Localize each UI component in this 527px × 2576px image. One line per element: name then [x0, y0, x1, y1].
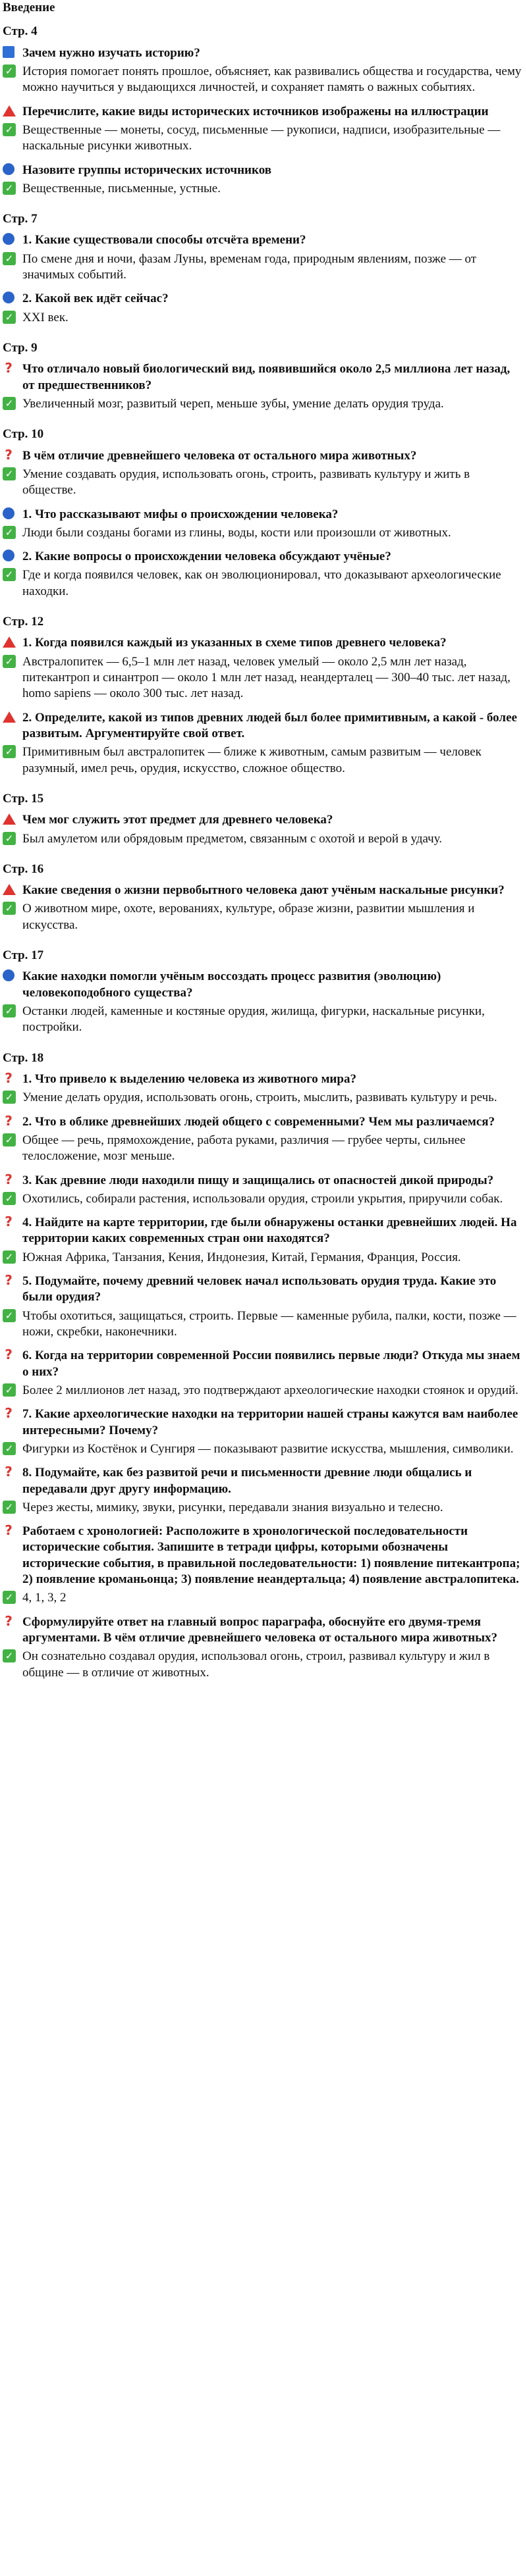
- check-mark-icon: ✓: [3, 1442, 17, 1454]
- page-section: [3, 614, 524, 777]
- question-text: 8. Подумайте, как без развитой речи и письменности древние люди общались и передавали друг другу информацию.: [22, 1466, 472, 1496]
- check-mark-icon: ✓: [3, 1250, 17, 1262]
- check-mark-icon: ✓: [3, 832, 17, 844]
- answer: [3, 1308, 524, 1341]
- answer-text: Через жесты, мимику, звуки, рисунки, передавали знания визуально и телесно.: [22, 1500, 443, 1514]
- question: [3, 291, 524, 307]
- page-number-label: Стр. 18: [3, 1050, 44, 1065]
- question-text: Какие находки помогли учёным воссоздать процесс развития (эволюцию) человекоподобного существа?: [22, 969, 441, 1000]
- blue-circle-icon: [3, 507, 17, 519]
- answer-text: Люди были созданы богами из глины, воды, кости или произошли от животных.: [22, 525, 451, 540]
- answer-text: Австралопитек — 6,5–1 млн лет назад, человек умелый — около 2,5 млн лет назад, питекантроп и синантроп — около 1 млн лет назад, неандерталец — 300–40 тыс. лет назад, homo sapiens — около 300 тыс. лет назад.: [22, 654, 511, 701]
- question-text: Назовите группы исторических источников: [22, 163, 271, 177]
- page-number-label: Стр. 16: [3, 862, 44, 876]
- question: [3, 104, 524, 120]
- sections-container: [3, 24, 524, 1681]
- answer: [3, 1500, 524, 1516]
- page-section: [3, 211, 524, 326]
- answer: [3, 901, 524, 933]
- answer-text: Вещественные — монеты, сосуд, письменные — рукописи, надписи, изобразительные — наскальные рисунки животных.: [22, 122, 501, 153]
- question-mark-icon: ?: [5, 446, 13, 463]
- question: [3, 163, 524, 178]
- question-text: 3. Как древние люди находили пищу и защищались от опасностей дикой природы?: [22, 1173, 494, 1187]
- answer: [3, 251, 524, 284]
- answer-text: Где и когда появился человек, как он эволюционировал, что доказывают археологические находки.: [22, 568, 501, 598]
- question: [3, 635, 524, 651]
- red-triangle-icon: [3, 813, 17, 825]
- blue-circle-icon: [3, 550, 17, 561]
- answer: [3, 1133, 524, 1165]
- check-mark-icon: ✓: [3, 311, 17, 322]
- question: [3, 1173, 524, 1189]
- answer-text: Был амулетом или обрядовым предметом, связанным с охотой и верой в удачу.: [22, 831, 443, 846]
- question: [3, 1614, 524, 1647]
- check-mark-icon: ✓: [3, 902, 17, 914]
- blue-square-icon: [3, 46, 17, 58]
- answer-text: Южная Африка, Танзания, Кения, Индонезия, Китай, Германия, Франция, Россия.: [22, 1250, 461, 1264]
- question-text: Что отличало новый биологический вид, появившийся около 2,5 миллиона лет назад, от предшественников?: [22, 362, 511, 392]
- blue-circle-icon: [3, 233, 17, 245]
- check-mark-icon: ✓: [3, 1192, 17, 1204]
- question-text: Перечислите, какие виды исторических источников изображены на иллюстрации: [22, 104, 489, 118]
- question: [3, 549, 524, 565]
- question: [3, 812, 524, 828]
- answer-text: Вещественные, письменные, устные.: [22, 181, 221, 195]
- question-text: 2. Определите, какой из типов древних людей был более примитивным, а какой - более развитым. Аргументируйте свой ответ.: [22, 710, 517, 740]
- answer: [3, 744, 524, 777]
- question-text: Какие сведения о жизни первобытного человека дают учёным наскальные рисунки?: [22, 883, 505, 898]
- question-text: Зачем нужно изучать историю?: [22, 45, 200, 60]
- question-mark-icon: ?: [5, 1347, 13, 1363]
- answer-text: Охотились, собирали растения, использовали орудия, строили укрытия, приручили собак.: [22, 1191, 503, 1206]
- check-mark-icon: ✓: [3, 467, 17, 479]
- question: [3, 361, 524, 394]
- answer-text: Умение делать орудия, использовать огонь, строить, мыслить, развивать культуру и речь.: [22, 1091, 497, 1105]
- question: [3, 1524, 524, 1587]
- question-text: 7. Какие археологические находки на территории нашей страны кажутся вам наиболее интересными? Почему?: [22, 1407, 518, 1437]
- check-mark-icon: ✓: [3, 123, 17, 135]
- question-text: 1. Что привело к выделению человека из животного мира?: [22, 1071, 356, 1086]
- question-mark-icon: ?: [5, 1272, 13, 1289]
- answer-text: Более 2 миллионов лет назад, это подтверждают археологические находки стоянок и орудий.: [22, 1383, 518, 1397]
- page-section: [3, 948, 524, 1036]
- question-mark-icon: ?: [5, 1522, 13, 1539]
- page-number-label: Стр. 17: [3, 948, 44, 963]
- page-number-label: Стр. 7: [3, 212, 38, 226]
- question-text: Сформулируйте ответ на главный вопрос параграфа, обоснуйте его двумя-тремя аргументами. В чём отличие древнейшего человека от остального мира животных?: [22, 1614, 498, 1645]
- question: [3, 232, 524, 248]
- question-text: 1. Что рассказывают мифы о происхождении человека?: [22, 507, 339, 521]
- question: [3, 1071, 524, 1087]
- page-number-label: Стр. 9: [3, 341, 38, 355]
- question-text: Чем мог служить этот предмет для древнего человека?: [22, 813, 333, 827]
- blue-circle-icon: [3, 163, 17, 175]
- answer-text: О животном мире, охоте, верованиях, культуре, образе жизни, развитии мышления и искусства.: [22, 902, 475, 932]
- question: [3, 710, 524, 742]
- answer: [3, 122, 524, 155]
- answer: [3, 64, 524, 96]
- question: [3, 1114, 524, 1130]
- question: [3, 1348, 524, 1380]
- check-mark-icon: ✓: [3, 526, 17, 538]
- question-mark-icon: ?: [5, 1069, 13, 1086]
- answer: [3, 1250, 524, 1266]
- answer-text: Останки людей, каменные и костяные орудия, жилища, фигурки, наскальные рисунки, постройки.: [22, 1004, 485, 1035]
- answer: [3, 310, 524, 326]
- answer: [3, 1004, 524, 1036]
- answer-text: Фигурки из Костёнок и Сунгиря — показывают развитие искусства, мышления, символики.: [22, 1441, 514, 1456]
- question-text: 2. Какой век идёт сейчас?: [22, 292, 169, 306]
- question: [3, 1215, 524, 1247]
- check-mark-icon: ✓: [3, 1501, 17, 1512]
- question: [3, 507, 524, 523]
- check-mark-icon: ✓: [3, 1133, 17, 1145]
- question-mark-icon: ?: [5, 1214, 13, 1230]
- check-mark-icon: ✓: [3, 745, 17, 757]
- answer-text: XXI век.: [22, 310, 69, 324]
- page-number-label: Стр. 4: [3, 24, 38, 39]
- question: [3, 883, 524, 898]
- check-mark-icon: ✓: [3, 182, 17, 193]
- answer-text: По смене дня и ночи, фазам Луны, временам года, природным явлениям, позже — от значимых событий.: [22, 251, 477, 282]
- red-triangle-icon: [3, 883, 17, 895]
- question-mark-icon: ?: [5, 360, 13, 376]
- blue-circle-icon: [3, 969, 17, 981]
- question-text: 1. Какие существовали способы отсчёта времени?: [22, 233, 306, 247]
- answer: [3, 525, 524, 541]
- check-mark-icon: ✓: [3, 1309, 17, 1321]
- check-mark-icon: ✓: [3, 1383, 17, 1395]
- answer: [3, 831, 524, 847]
- answer: [3, 654, 524, 702]
- question-mark-icon: ?: [5, 1612, 13, 1629]
- question-mark-icon: ?: [5, 1171, 13, 1187]
- page-section: [3, 340, 524, 412]
- page-section: [3, 1050, 524, 1681]
- question-mark-icon: ?: [5, 1112, 13, 1129]
- question-text: 2. Что в облике древнейших людей общего с современными? Чем мы различаемся?: [22, 1114, 495, 1129]
- red-triangle-icon: [3, 105, 17, 116]
- answer: [3, 1383, 524, 1399]
- page-section: [3, 791, 524, 847]
- question: [3, 448, 524, 464]
- page-number-label: Стр. 15: [3, 791, 44, 806]
- answer: [3, 1441, 524, 1457]
- answer: [3, 181, 524, 197]
- page-section: [3, 426, 524, 600]
- red-triangle-icon: [3, 636, 17, 648]
- question-text: Работаем с хронологией: Расположите в хронологической последовательности исторические события. Запишите в тетради цифры, которыми обозначены исторические события, в правильной последовательности: 1) появление питекантропа; 2) появление кроманьонца; 3) появление неандертальца; 4) появление австралопитека.: [22, 1524, 520, 1587]
- question-text: 5. Подумайте, почему древний человек начал использовать орудия труда. Какие это были орудия?: [22, 1274, 497, 1304]
- answer: [3, 1090, 524, 1106]
- red-triangle-icon: [3, 711, 17, 723]
- answer: [3, 1590, 524, 1606]
- check-mark-icon: ✓: [3, 1091, 17, 1102]
- check-mark-icon: ✓: [3, 397, 17, 409]
- check-mark-icon: ✓: [3, 1649, 17, 1661]
- question-mark-icon: ?: [5, 1405, 13, 1422]
- question: [3, 1274, 524, 1306]
- check-mark-icon: ✓: [3, 252, 17, 264]
- answer-text: 4, 1, 3, 2: [22, 1591, 67, 1605]
- check-mark-icon: ✓: [3, 1004, 17, 1016]
- answer-text: Увеличенный мозг, развитый череп, меньше зубы, умение делать орудия труда.: [22, 396, 444, 411]
- check-mark-icon: ✓: [3, 568, 17, 580]
- question-mark-icon: ?: [5, 1464, 13, 1480]
- answer-text: Общее — речь, прямохождение, работа руками, различия — грубее черты, сильнее телосложение, мозг меньше.: [22, 1133, 466, 1164]
- answer: [3, 396, 524, 412]
- answer-text: Умение создавать орудия, использовать огонь, строить, развивать культуру и жить в обществе.: [22, 467, 470, 498]
- question: [3, 1406, 524, 1439]
- question-text: 1. Когда появился каждый из указанных в схеме типов древнего человека?: [22, 636, 447, 650]
- page-section: [3, 862, 524, 933]
- page-number-label: Стр. 10: [3, 427, 44, 442]
- answer-text: Примитивным был австралопитек — ближе к животным, самым развитым — человек разумный, имел речь, орудия, искусство, сложное общество.: [22, 745, 482, 775]
- answer-text: История помогает понять прошлое, объясняет, как развивались общества и государства, чему можно научиться у выдающихся личностей, и сохраняет память о важных событиях.: [22, 64, 522, 95]
- page-section: [3, 24, 524, 197]
- answer: [3, 467, 524, 499]
- check-mark-icon: ✓: [3, 1591, 17, 1603]
- check-mark-icon: ✓: [3, 64, 17, 76]
- question: [3, 1465, 524, 1497]
- answer: [3, 1649, 524, 1681]
- check-mark-icon: ✓: [3, 655, 17, 667]
- question: [3, 969, 524, 1001]
- question-text: 2. Какие вопросы о происхождении человека обсуждают учёные?: [22, 550, 391, 564]
- intro-title: Введение: [3, 1, 55, 14]
- answer-text: Чтобы охотиться, защищаться, строить. Первые — каменные рубила, палки, кости, позже — ножи, скребки, наконечники.: [22, 1308, 516, 1339]
- question-text: В чём отличие древнейшего человека от остального мира животных?: [22, 448, 417, 463]
- question-text: 4. Найдите на карте территории, где были обнаружены останки древнейших людей. На территории каких современных стран они находятся?: [22, 1216, 517, 1246]
- page-number-label: Стр. 12: [3, 615, 44, 629]
- question-text: 6. Когда на территории современной России появились первые люди? Откуда мы знаем о них?: [22, 1349, 520, 1379]
- answer: [3, 567, 524, 600]
- question: [3, 45, 524, 61]
- answer: [3, 1191, 524, 1207]
- blue-circle-icon: [3, 292, 17, 303]
- answer-text: Он сознательно создавал орудия, использовал огонь, строил, развивал культуру и жил в общине — в отличие от животных.: [22, 1649, 490, 1680]
